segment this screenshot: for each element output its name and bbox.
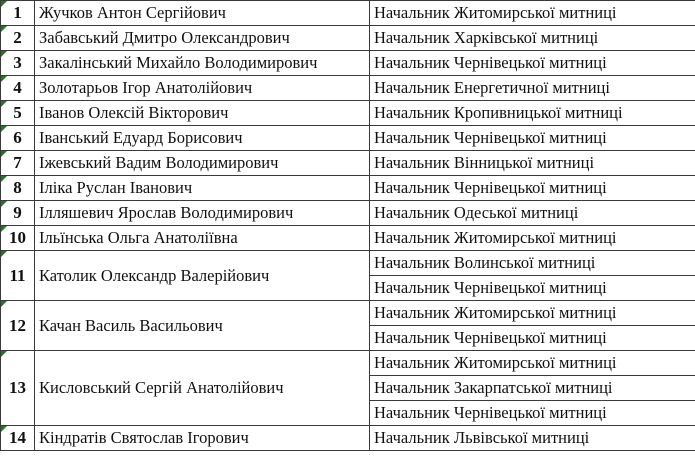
officials-table-body	[1, 1, 695, 451]
position-cell[interactable]: Начальник Житомирської митниці	[370, 301, 695, 326]
full-name-cell[interactable]: Іліка Руслан Іванович	[35, 176, 370, 201]
position-cell[interactable]: Начальник Вінницької митниці	[370, 151, 695, 176]
row-number[interactable]: 6	[1, 126, 35, 151]
position-cell[interactable]: Начальник Львівської митниці	[370, 426, 695, 451]
position-cell[interactable]: Начальник Чернівецької митниці	[370, 126, 695, 151]
full-name-cell[interactable]: Золотарьов Ігор Анатолійович	[35, 76, 370, 101]
position-cell[interactable]: Начальник Харківської митниці	[370, 26, 695, 51]
position-cell[interactable]: Начальник Енергетичної митниці	[370, 76, 695, 101]
table-row	[1, 1, 695, 26]
position-cell[interactable]: Начальник Волинської митниці	[370, 251, 695, 276]
position-cell[interactable]: Начальник Одеської митниці	[370, 201, 695, 226]
full-name-cell[interactable]: Ільїнська Ольга Анатоліївна	[35, 226, 370, 251]
table-row	[1, 201, 695, 226]
full-name-cell[interactable]: Качан Василь Васильович	[35, 301, 370, 351]
row-number[interactable]: 10	[1, 226, 35, 251]
full-name-cell[interactable]: Закалінський Михайло Володимирович	[35, 51, 370, 76]
table-row	[1, 51, 695, 76]
row-number[interactable]: 8	[1, 176, 35, 201]
row-number[interactable]: 11	[1, 251, 35, 301]
full-name-cell[interactable]: Ілляшевич Ярослав Володимирович	[35, 201, 370, 226]
full-name-cell[interactable]: Іванов Олексій Вікторович	[35, 101, 370, 126]
full-name-cell[interactable]: Іванський Едуард Борисович	[35, 126, 370, 151]
row-number[interactable]: 4	[1, 76, 35, 101]
full-name-cell[interactable]: Кіндратів Святослав Ігорович	[35, 426, 370, 451]
row-number[interactable]: 3	[1, 51, 35, 76]
table-row	[1, 251, 695, 276]
position-cell[interactable]: Начальник Чернівецької митниці	[370, 276, 695, 301]
row-number[interactable]: 14	[1, 426, 35, 451]
row-number[interactable]: 1	[1, 1, 35, 26]
position-cell[interactable]: Начальник Житомирської митниці	[370, 226, 695, 251]
position-cell[interactable]: Начальник Закарпатської митниці	[370, 376, 695, 401]
position-cell[interactable]: Начальник Кропивницької митниці	[370, 101, 695, 126]
table-row	[1, 101, 695, 126]
table-row	[1, 226, 695, 251]
position-cell[interactable]: Начальник Чернівецької митниці	[370, 176, 695, 201]
table-row	[1, 351, 695, 376]
row-number[interactable]: 12	[1, 301, 35, 351]
row-number[interactable]: 2	[1, 26, 35, 51]
table-row	[1, 301, 695, 326]
full-name-cell[interactable]: Забавський Дмитро Олександрович	[35, 26, 370, 51]
full-name-cell[interactable]: Іжевський Вадим Володимирович	[35, 151, 370, 176]
table-row	[1, 176, 695, 201]
table-row	[1, 26, 695, 51]
full-name-cell[interactable]: Жучков Антон Сергійович	[35, 1, 370, 26]
position-cell[interactable]: Начальник Чернівецької митниці	[370, 401, 695, 426]
row-number[interactable]: 13	[1, 351, 35, 426]
row-number[interactable]: 9	[1, 201, 35, 226]
table-row	[1, 426, 695, 451]
table-row	[1, 76, 695, 101]
row-number[interactable]: 5	[1, 101, 35, 126]
row-number[interactable]: 7	[1, 151, 35, 176]
full-name-cell[interactable]: Католик Олександр Валерійович	[35, 251, 370, 301]
table-row	[1, 151, 695, 176]
position-cell[interactable]: Начальник Житомирської митниці	[370, 351, 695, 376]
position-cell[interactable]: Начальник Чернівецької митниці	[370, 51, 695, 76]
position-cell[interactable]: Начальник Чернівецької митниці	[370, 326, 695, 351]
full-name-cell[interactable]: Кисловський Сергій Анатолійович	[35, 351, 370, 426]
table-row	[1, 126, 695, 151]
position-cell[interactable]: Начальник Житомирської митниці	[370, 1, 695, 26]
